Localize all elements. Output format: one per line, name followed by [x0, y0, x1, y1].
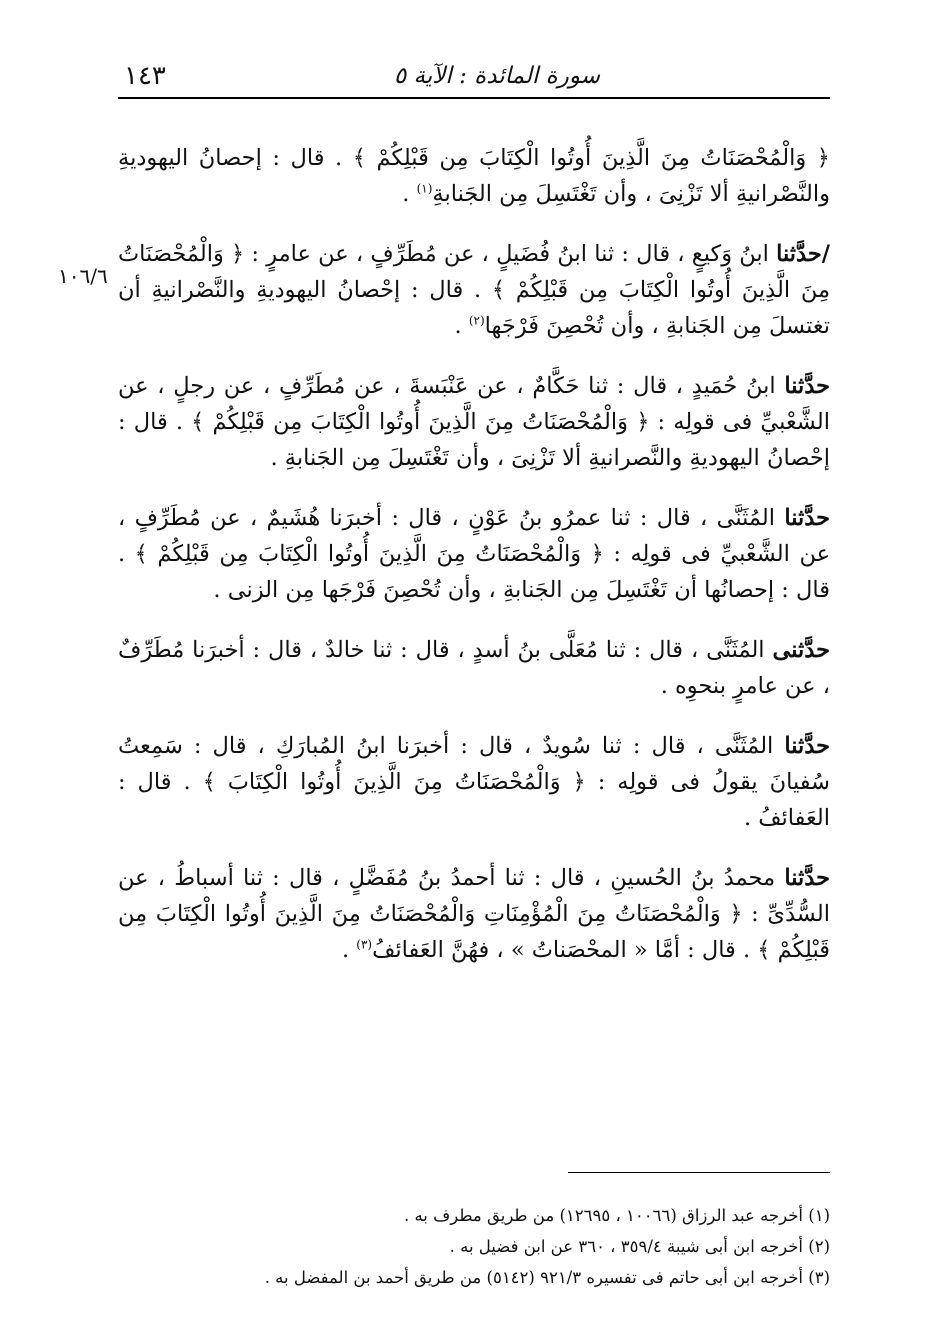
paragraph [118, 368, 830, 476]
paragraph-text: المُثَنَّى ، قال : ثنا سُويدٌ ، قال : أخبرَنا ابنُ المُبارَكِ ، قال : سَمِعتُ سُفيانَ يقولُ فى قولِه : ﴿ وَالْمُحْصَنَاتُ مِنَ الَّذِينَ أُوتُوا الْكِتَابَ ﴾ . قال : العَفائفُ . [118, 733, 830, 831]
footnote-ref: (٣) [356, 937, 373, 952]
paragraph [118, 860, 830, 968]
header-rule [118, 97, 830, 99]
footnote-rule [568, 1172, 830, 1173]
paragraph-end: . [402, 181, 417, 207]
narrator-label: حدَّثنا [784, 865, 830, 891]
running-title: سورة المائدة : الآية ٥ [393, 63, 600, 89]
paragraph-end: . [341, 937, 357, 963]
paragraph-text: محمدُ بنُ الحُسينِ ، قال : ثنا أحمدُ بنُ مُفَضَّلٍ ، قال : ثنا أسباطُ ، عن السُّدِّىِّ : ﴿ وَالْمُحْصَنَاتُ مِنَ الْمُؤْمِنَاتِ وَالْمُحْصَنَاتُ مِنَ الَّذِينَ أُوتُوا الْكِتَابَ مِن قَبْلِكُمْ ﴾ . قال : أمَّا « المحْصَناتُ » ، فهُنَّ العَفائفُ [118, 865, 830, 963]
narrator-label: حدَّثنا [784, 505, 830, 531]
footnote: (١) أخرجه عبد الرزاق (١٠٠٦٦ ، ١٢٦٩٥) من طريق مطرف به . [403, 1206, 830, 1225]
paragraph-text: ابنُ وَكيعٍ ، قال : ثنا ابنُ فُضَيلٍ ، عن مُطَرِّفٍ ، عن عامرٍ : ﴿ وَالْمُحْصَنَاتُ مِنَ الَّذِينَ أُوتُوا الْكِتَابَ مِن قَبْلِكُمْ ﴾ . قال : إحْصانُ اليهوديةِ والنَّصْرانيةِ أن تغتسلَ مِن الجَنابةِ ، وأن تُحْصِنَ فَرْجَها [118, 241, 830, 339]
paragraph [118, 140, 830, 212]
footnotes [200, 1200, 830, 1293]
footnote-ref: (٢) [468, 313, 485, 328]
narrator-label: حدَّثنا [784, 733, 830, 759]
main-text [118, 140, 830, 992]
paragraph [118, 728, 830, 836]
page-header [118, 55, 830, 99]
footnote: (٣) أخرجه ابن أبى حاتم فى تفسيره ٩٢١/٣ (٥١٤٢) من طريق أحمد بن المفضل به . [264, 1268, 830, 1287]
paragraph [118, 236, 830, 344]
paragraph [118, 500, 830, 608]
footnote: (٢) أخرجه ابن أبى شيبة ٣٥٩/٤ ، ٣٦٠ عن ابن فضيل به . [449, 1237, 830, 1256]
margin-volume-page-marker: ١٠٦/٦ [58, 264, 108, 288]
paragraph-text: المُثَنَّى ، قال : ثنا مُعَلَّى بنُ أسدٍ ، قال : ثنا خالدٌ ، قال : أخبرَنا مُطَرِّفٌ ، عن عامرٍ بنحوِه . [118, 637, 830, 699]
paragraph-text: المُثَنَّى ، قال : ثنا عمرُو بنُ عَوْنٍ ، قال : أخبرَنا هُشَيمٌ ، عن مُطَرِّفٍ ، عن الشَّعْبيِّ فى قولِه : ﴿ وَالْمُحْصَنَاتُ مِنَ الَّذِينَ أُوتُوا الْكِتَابَ مِن قَبْلِكُمْ ﴾ . قال : إحصانُها أن تَغْتَسِلَ مِن الجَنابةِ ، وأن تُحْصِنَ فَرْجَها مِن الزنى . [118, 505, 830, 603]
page-number: ١٤٣ [124, 61, 166, 91]
paragraph-text: ﴿ وَالْمُحْصَنَاتُ مِنَ الَّذِينَ أُوتُوا الْكِتَابَ مِن قَبْلِكُمْ ﴾ . قال : إحصانُ اليهوديةِ والنَّصْرانيةِ ألا تَزْنِىَ ، وأن تَغْتَسِلَ مِن الجَنابةِ [118, 145, 830, 207]
narrator-label: حدَّثنا [784, 373, 830, 399]
footnote-ref: (١) [416, 181, 433, 196]
paragraph-text: ابنُ حُمَيدٍ ، قال : ثنا حَكَّامٌ ، عن عَنْبَسةَ ، عن مُطَرِّفٍ ، عن رجلٍ ، عن الشَّعْبيِّ فى قولِه : ﴿ وَالْمُحْصَنَاتُ مِنَ الَّذِينَ أُوتُوا الْكِتَابَ مِن قَبْلِكُمْ ﴾ . قال : إحْصانُ اليهوديةِ والنَّصرانيةِ ألا تَزْنِىَ ، وأن تَغْتَسِلَ مِن الجَنابةِ . [118, 373, 830, 471]
paragraph-end: . [454, 313, 469, 339]
paragraph [118, 632, 830, 704]
narrator-label: /حدَّثنا [776, 241, 830, 267]
narrator-label: حدَّثنى [772, 637, 830, 663]
